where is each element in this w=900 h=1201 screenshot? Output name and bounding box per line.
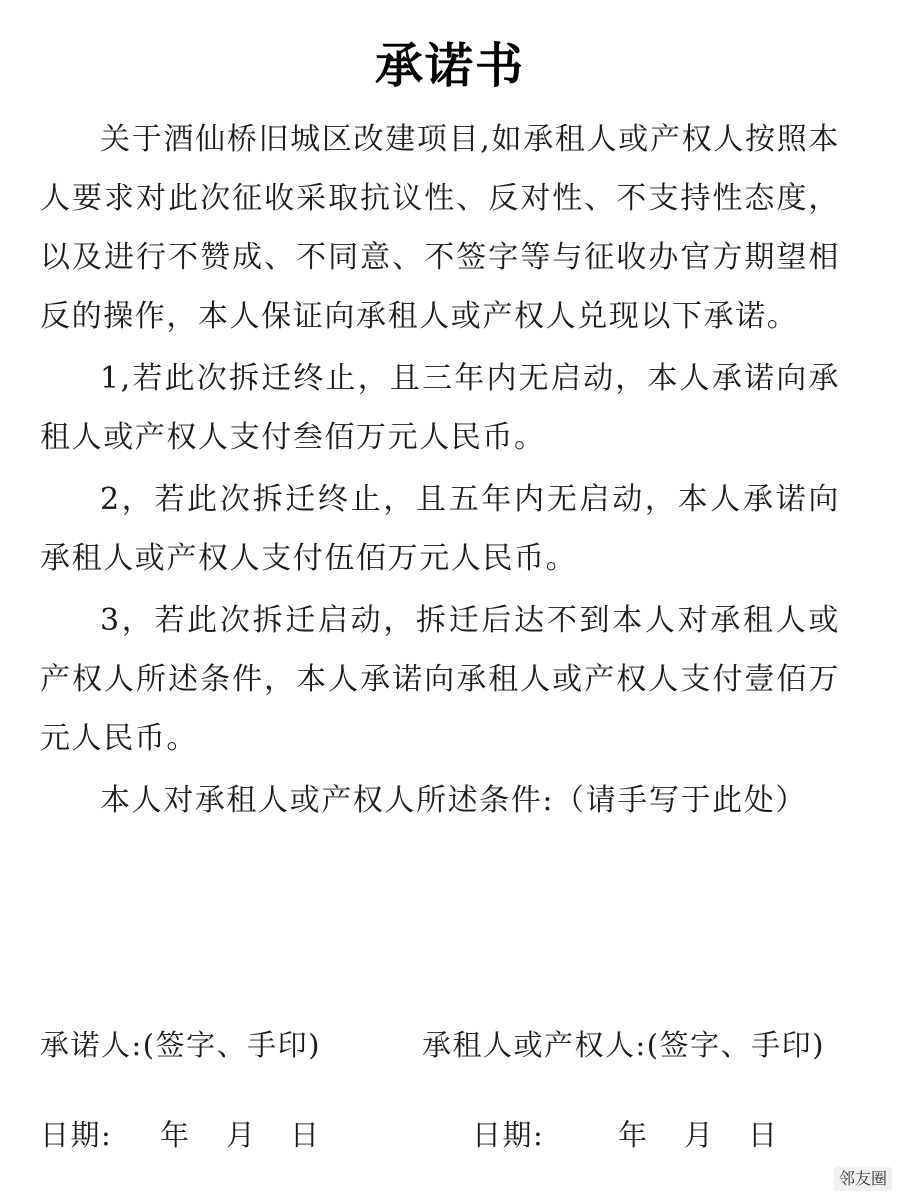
- clause-3-paragraph: 3，若此次拆迁启动，拆迁后达不到本人对承租人或产权人所述条件，本人承诺向承租人或产权人支付壹佰万元人民币。: [40, 603, 840, 756]
- date-year-label: 年: [618, 1118, 649, 1152]
- watermark-label: 邻友圈: [834, 1167, 892, 1191]
- date-month-label: 月: [684, 1118, 715, 1152]
- date-label: 日期:: [472, 1118, 545, 1152]
- document-body: [40, 110, 840, 830]
- promisor-date: [40, 1115, 321, 1155]
- lessee-signature-label: 承租人或产权人:(签字、手印): [422, 1028, 825, 1062]
- clause-2-paragraph: 2，若此次拆迁终止，且五年内无启动，本人承诺向承租人或产权人支付伍佰万元人民币。: [40, 482, 840, 576]
- date-day-label: 日: [290, 1118, 321, 1152]
- lessee-date: [472, 1115, 779, 1155]
- date-month-label: 月: [226, 1118, 257, 1152]
- intro-paragraph: 关于酒仙桥旧城区改建项目,如承租人或产权人按照本人要求对此次征收采取抗议性、反对性、不支持性态度，以及进行不赞成、不同意、不签字等与征收办官方期望相反的操作，本人保证向承租人或产权人兑现以下承诺。: [40, 122, 840, 334]
- date-year-label: 年: [160, 1118, 191, 1152]
- document-title: 承诺书: [374, 38, 525, 94]
- clause-1-paragraph: 1,若此次拆迁终止，且三年内无启动，本人承诺向承租人或产权人支付叁佰万元人民币。: [40, 361, 840, 455]
- date-day-label: 日: [748, 1118, 779, 1152]
- handwritten-conditions-prompt: 本人对承租人或产权人所述条件:（请手写于此处）: [100, 783, 807, 818]
- date-label: 日期:: [40, 1118, 113, 1152]
- promisor-signature-label: 承诺人:(签字、手印): [40, 1028, 321, 1062]
